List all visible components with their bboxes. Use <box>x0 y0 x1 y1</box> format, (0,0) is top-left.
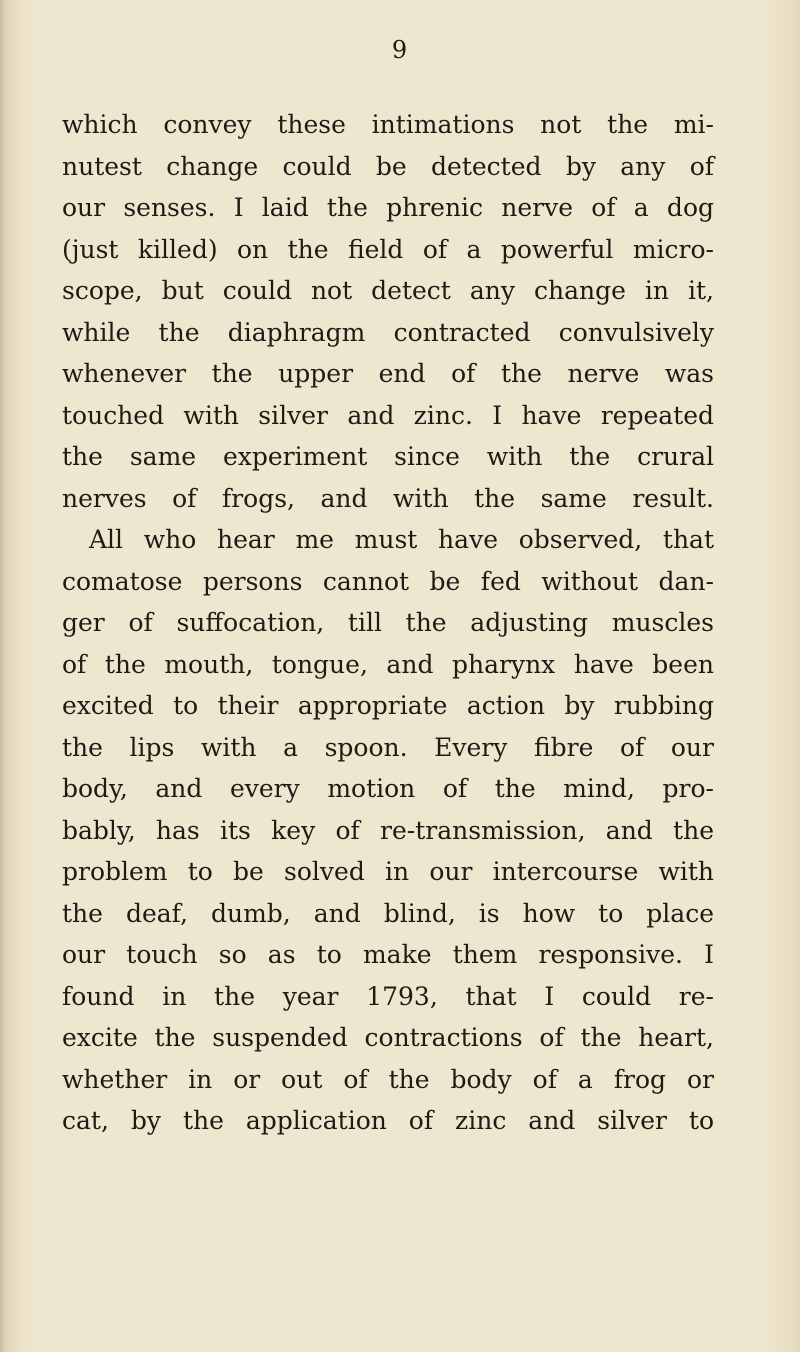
text-line: nutest change could be detected by any of <box>62 151 714 181</box>
text-line: (just killed) on the field of a powerful micro- <box>62 234 714 264</box>
text-line: the deaf, dumb, and blind, is how to place <box>62 898 714 928</box>
text-line: the same experiment since with the crural <box>62 442 714 471</box>
paragraph-start-line: All who hear me must have observed, that <box>89 525 714 554</box>
text-line: of the mouth, tongue, and pharynx have been <box>62 649 714 679</box>
text-line: excite the suspended contractions of the heart, <box>62 1023 714 1052</box>
page-number: 9 <box>391 36 409 64</box>
text-line: found in the year 1793, that I could re- <box>62 981 714 1011</box>
text-line: bably, has its key of re-transmission, and the <box>62 815 714 845</box>
text-line: touched with silver and zinc. I have repeated <box>62 400 714 430</box>
text-line: which convey these intimations not the mi- <box>62 110 714 139</box>
text-line: cat, by the application of zinc and silver to <box>62 1106 714 1135</box>
text-line: comatose persons cannot be fed without dan- <box>62 566 714 596</box>
text-line: scope, but could not detect any change in it, <box>62 276 714 305</box>
text-line: our senses. I laid the phrenic nerve of a dog <box>62 193 714 222</box>
text-line: nerves of frogs, and with the same result. <box>62 483 714 513</box>
body-text <box>62 104 714 1142</box>
text-line: body, and every motion of the mind, pro- <box>62 774 714 803</box>
text-line: whether in or out of the body of a frog or <box>62 1064 714 1094</box>
text-line: the lips with a spoon. Every fibre of our <box>62 732 714 762</box>
text-line: ger of suffocation, till the adjusting muscles <box>62 608 714 637</box>
text-line: our touch so as to make them responsive. I <box>62 940 714 969</box>
text-line: excited to their appropriate action by rubbing <box>62 691 714 720</box>
text-line: while the diaphragm contracted convulsively <box>62 317 714 347</box>
text-line: problem to be solved in our intercourse with <box>62 857 714 886</box>
text-line: whenever the upper end of the nerve was <box>62 359 714 388</box>
